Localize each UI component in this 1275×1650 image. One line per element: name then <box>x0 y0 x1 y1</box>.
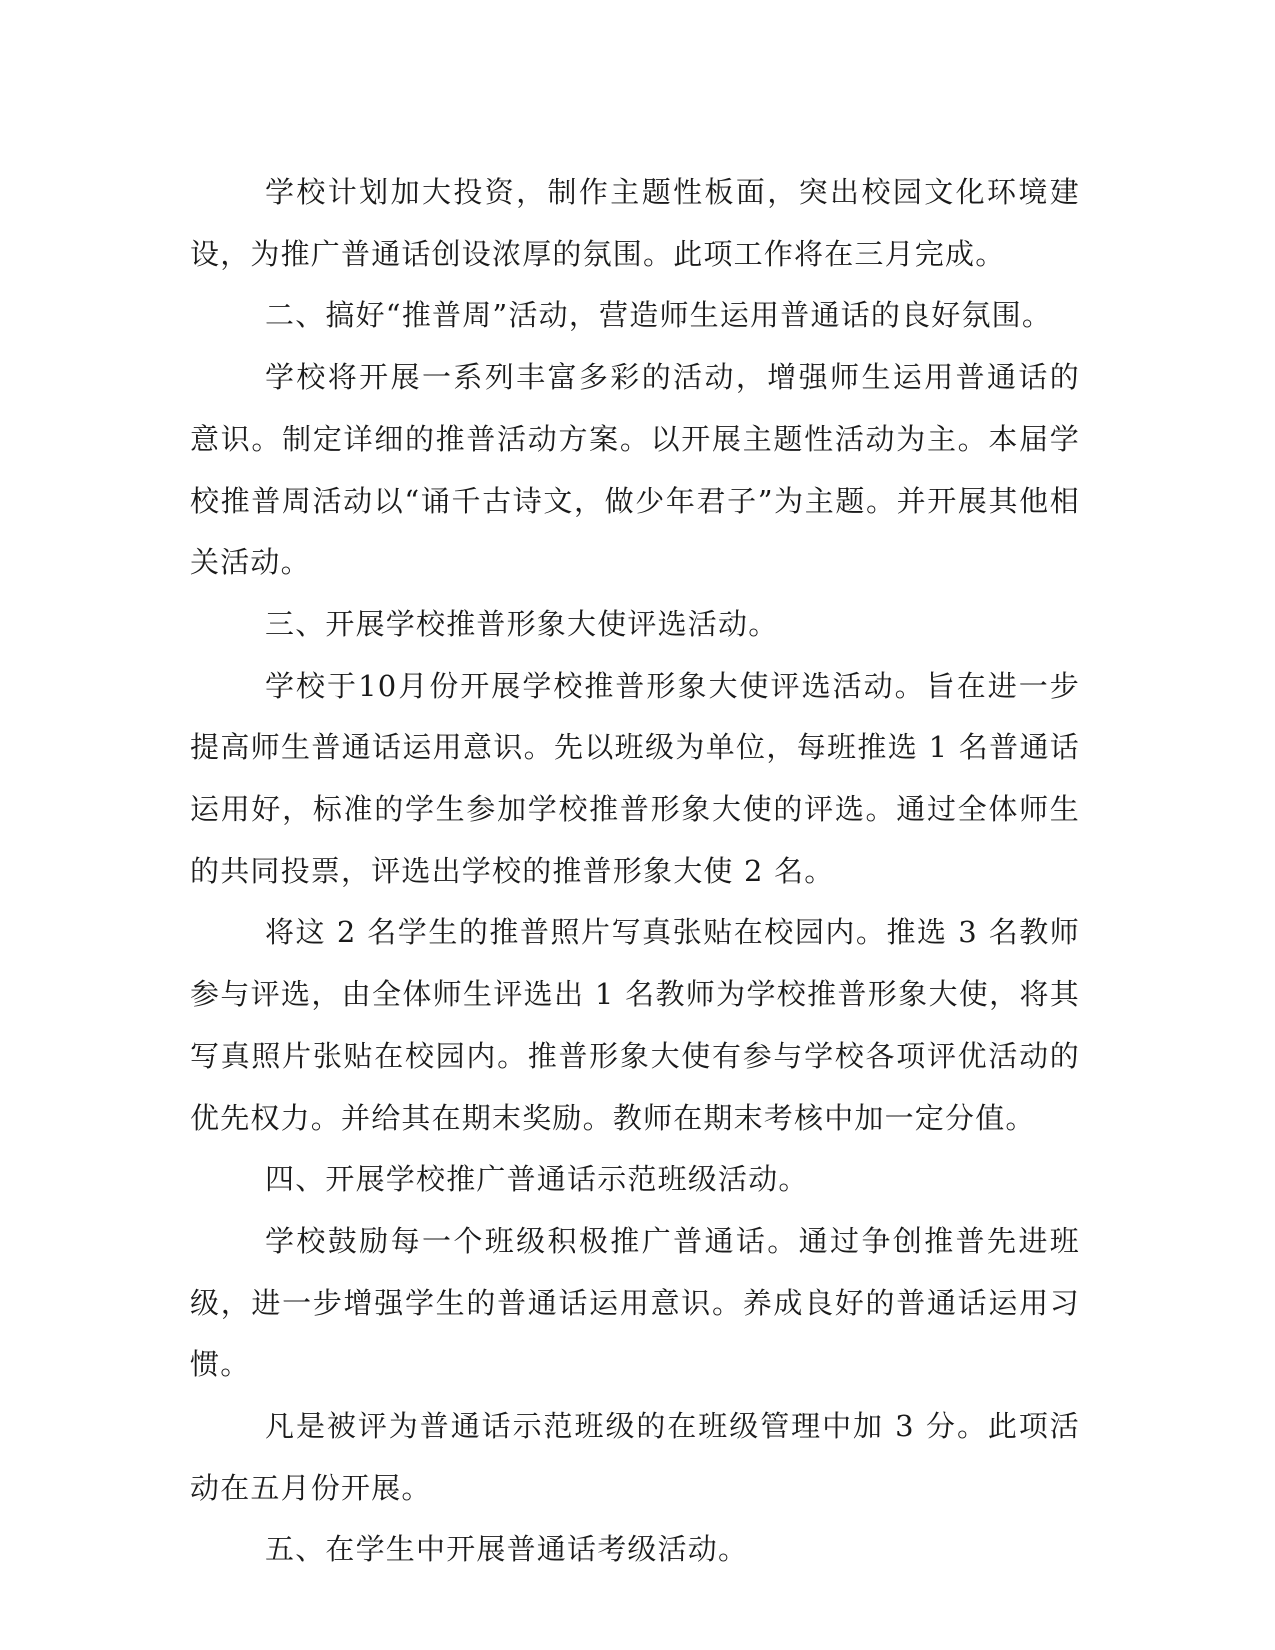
paragraph-ambassador-rewards: 将这 2 名学生的推普照片写真张贴在校园内。推选 3 名教师参与评选，由全体师生评选出 1 名教师为学校推普形象大使，将其写真照片张贴在校园内。推普形象大使有参与学校各项评优活动的优先权力。并给其在期末奖励。教师在期末考核中加一定分值。 <box>190 915 1080 1135</box>
paragraph-investment: 学校计划加大投资，制作主题性板面，突出校园文化环境建设，为推广普通话创设浓厚的氛围。此项工作将在三月完成。 <box>190 175 1080 271</box>
paragraph-model-class: 学校鼓励每一个班级积极推广普通话。通过争创推普先进班级，进一步增强学生的普通话运用意识。养成良好的普通话运用习惯。 <box>190 1223 1080 1382</box>
paragraph-model-class-points: 凡是被评为普通话示范班级的在班级管理中加 3 分。此项活动在五月份开展。 <box>190 1409 1080 1505</box>
heading-section-5: 五、在学生中开展普通话考级活动。 <box>265 1532 749 1567</box>
paragraph-activities: 学校将开展一系列丰富多彩的活动，增强师生运用普通话的意识。制定详细的推普活动方案。以开展主题性活动为主。本届学校推普周活动以“诵千古诗文，做少年君子”为主题。并开展其他相关活动。 <box>190 360 1080 580</box>
paragraph-ambassador-selection: 学校于10月份开展学校推普形象大使评选活动。旨在进一步提高师生普通话运用意识。先以班级为单位，每班推选 1 名普通话运用好，标准的学生参加学校推普形象大使的评选。通过全体师生的共同投票，评选出学校的推普形象大使 2 名。 <box>190 668 1080 888</box>
heading-section-3: 三、开展学校推普形象大使评选活动。 <box>265 606 779 641</box>
document-body <box>190 162 1080 1581</box>
heading-section-2: 二、搞好“推普周”活动，营造师生运用普通话的良好氛围。 <box>265 298 1053 333</box>
heading-section-4: 四、开展学校推广普通话示范班级活动。 <box>265 1162 809 1197</box>
